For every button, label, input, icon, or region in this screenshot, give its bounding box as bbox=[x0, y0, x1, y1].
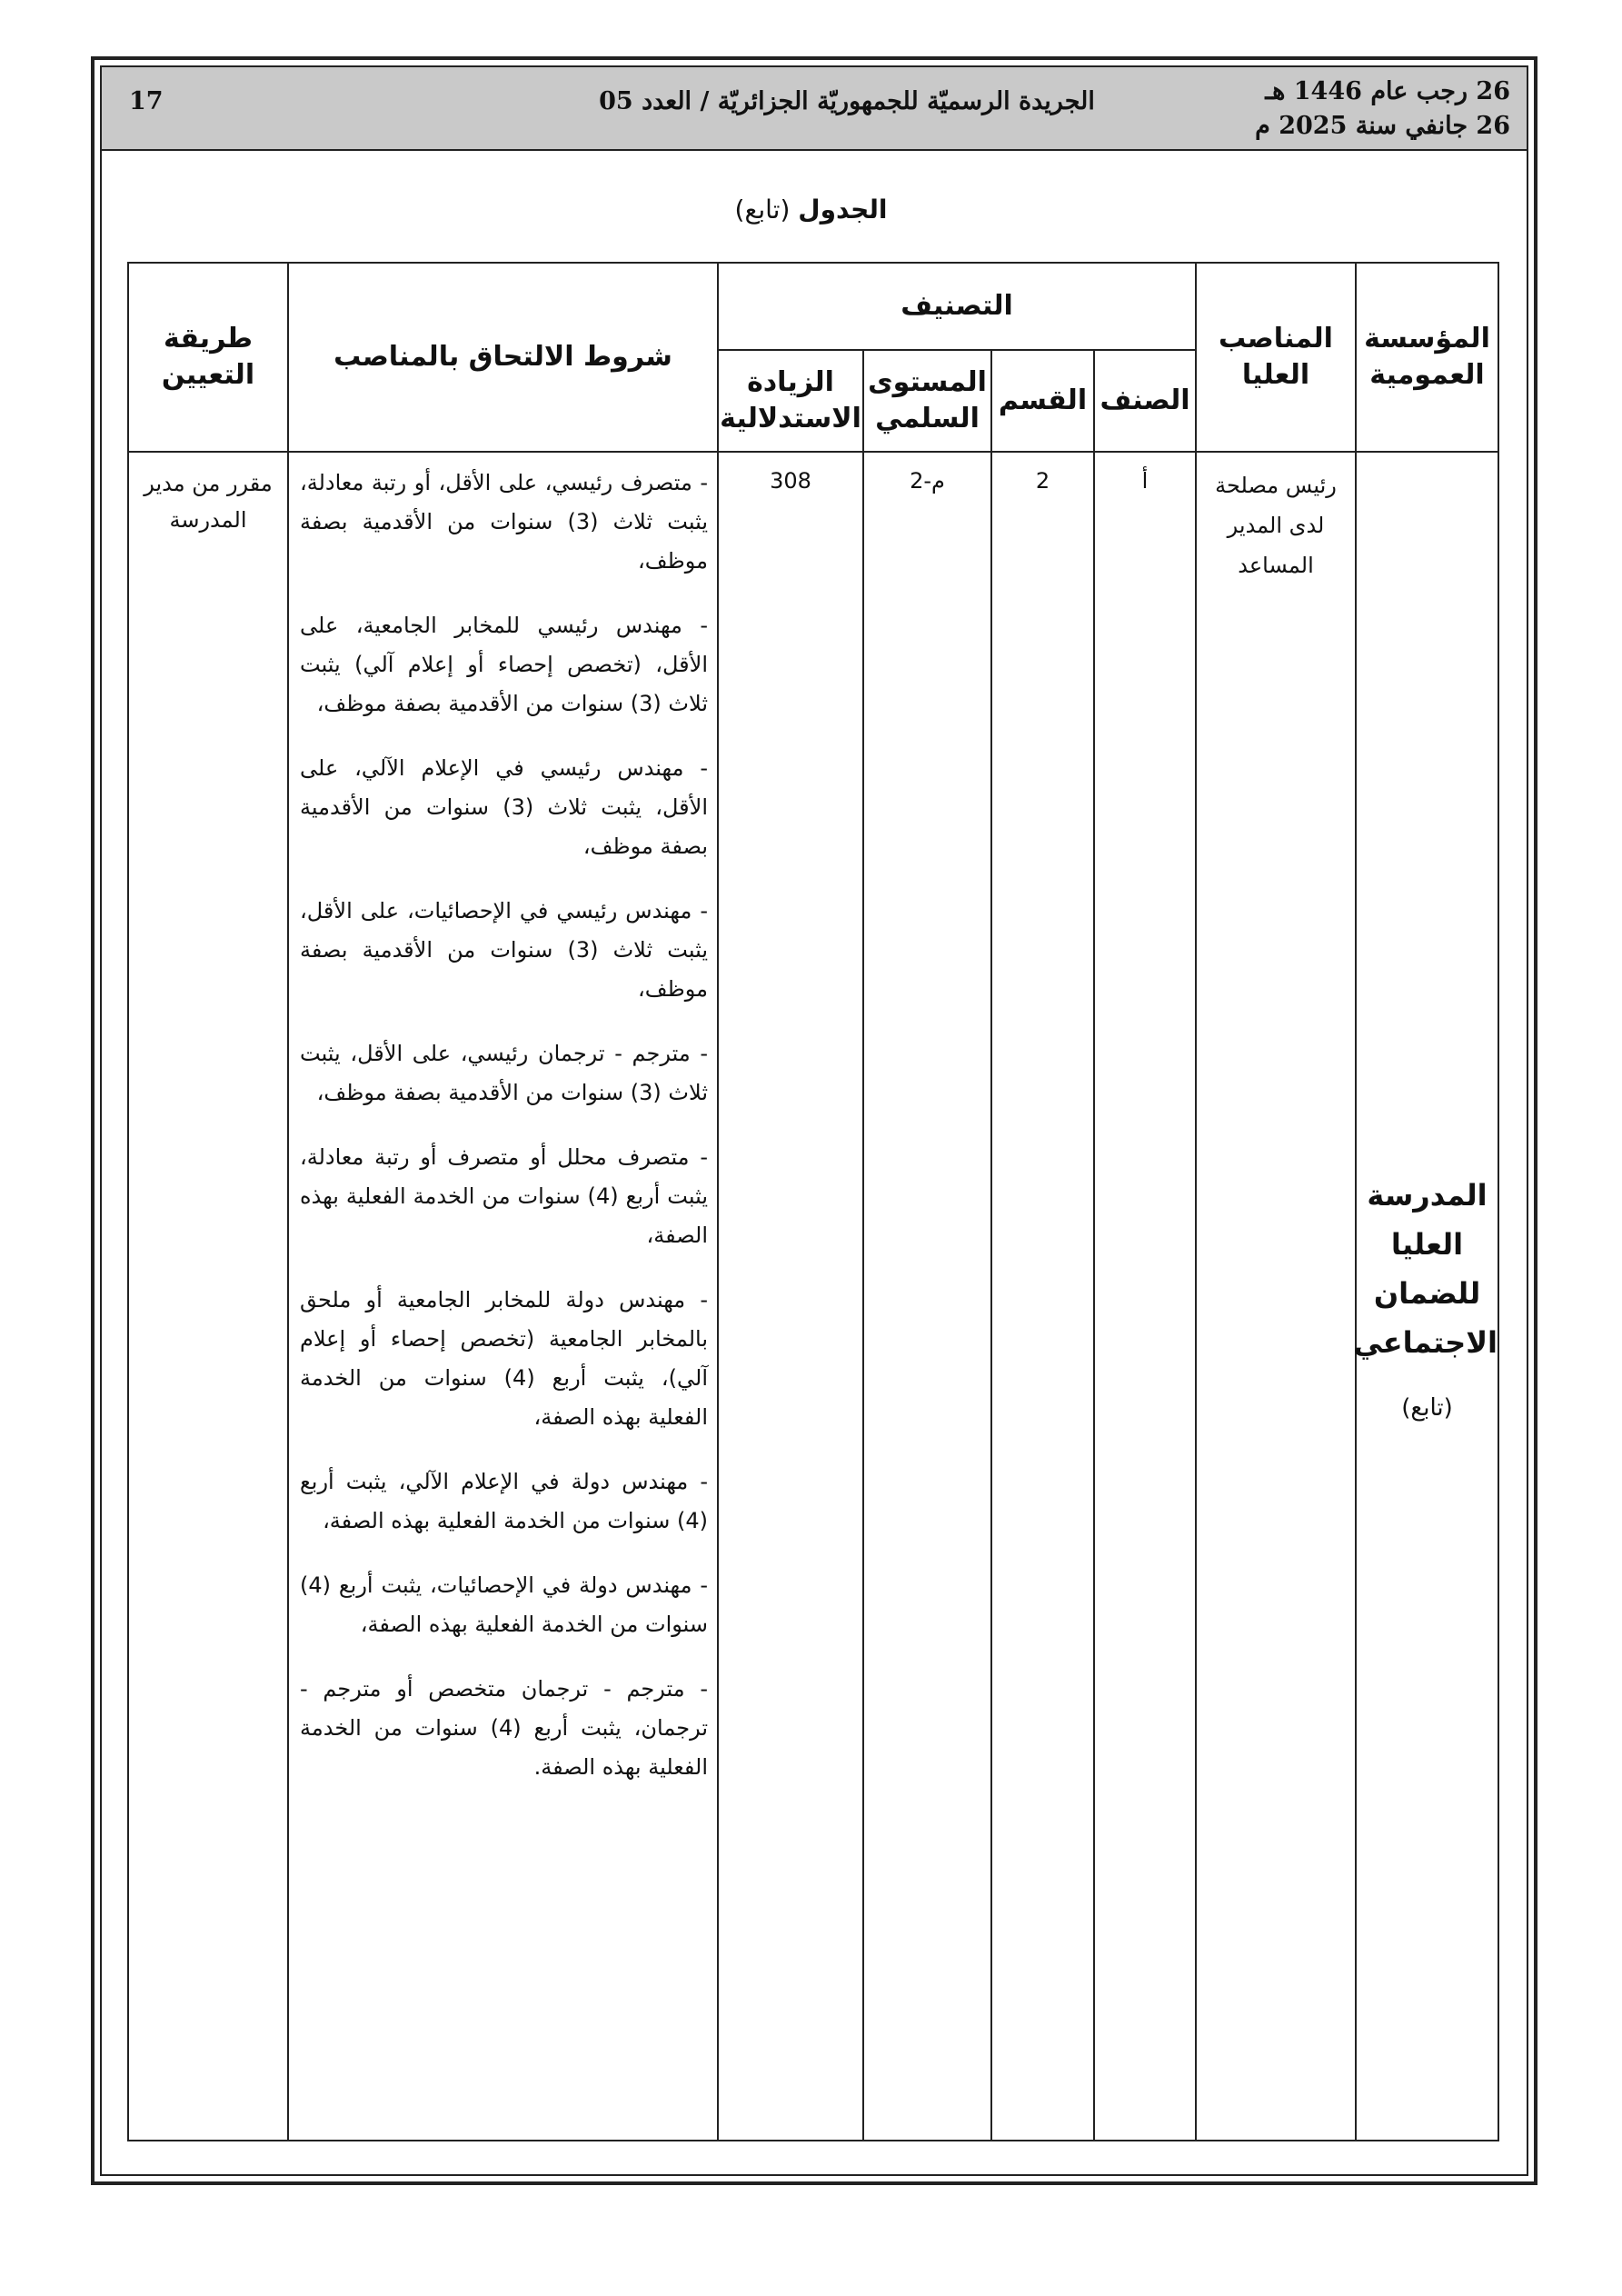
condition-item: - مهندس دولة في الإحصائيات، يثبت أربع (4) سنوات من الخدمة الفعلية بهذه الصفة، bbox=[300, 1572, 708, 1637]
col-posts: المناصب العليا bbox=[1196, 263, 1356, 452]
condition-item: - مهندس دولة للمخابر الجامعية أو ملحق بالمخابر الجامعية (تخصص إحصاء أو إعلام آلي)، يثبت أربع (4) سنوات من الخدمة الفعلية بهذه الصفة، bbox=[300, 1287, 708, 1430]
appointment-cell: مقرر من مدير المدرسة bbox=[128, 452, 288, 2141]
col-category: الصنف bbox=[1094, 350, 1196, 452]
condition-item: - مهندس دولة في الإعلام الآلي، يثبت أربع (4) سنوات من الخدمة الفعلية بهذه الصفة، bbox=[300, 1469, 708, 1533]
institution-name: المدرسة العليا للضمان الاجتماعي bbox=[1353, 1178, 1498, 1360]
condition-item: - متصرف محلل أو متصرف أو رتبة معادلة، يثبت أربع (4) سنوات من الخدمة الفعلية بهذه الصفة، bbox=[300, 1144, 709, 1248]
page-number: 17 bbox=[129, 87, 164, 115]
condition-item: - مهندس رئيسي في الإعلام الآلي، على الأقل، يثبت ثلاث (3) سنوات من الأقدمية بصفة موظف، bbox=[300, 755, 709, 859]
date-gregorian: 26 جانفي سنة 2025 م bbox=[1255, 112, 1510, 140]
index-cell: 308 bbox=[718, 452, 863, 2141]
condition-item: - متصرف رئيسي، على الأقل، أو رتبة معادلة، يثبت ثلاث (3) سنوات من الأقدمية بصفة موظف، bbox=[300, 470, 708, 574]
table-caption bbox=[0, 195, 1622, 225]
col-level: المستوى السلمي bbox=[863, 350, 991, 452]
col-section: القسم bbox=[991, 350, 1094, 452]
date-hijri: 26 رجب عام 1446 هـ bbox=[1265, 77, 1510, 105]
condition-item: - مهندس رئيسي في الإحصائيات، على الأقل، يثبت ثلاث (3) سنوات من الأقدمية بصفة موظف، bbox=[300, 898, 708, 1002]
table-row bbox=[128, 452, 1498, 2141]
institution-continuation: (تابع) bbox=[1401, 1394, 1453, 1422]
institution-cell bbox=[1353, 452, 1498, 2141]
condition-item: - مترجم - ترجمان متخصص أو مترجم - ترجمان، يثبت أربع (4) سنوات من الخدمة الفعلية بهذه الصفة. bbox=[300, 1676, 708, 1780]
gazette-header bbox=[102, 67, 1527, 151]
caption-continuation: (تابع) bbox=[734, 195, 791, 225]
col-conditions: شروط الالتحاق بالمناصب bbox=[288, 263, 718, 452]
col-classification: التصنيف bbox=[718, 263, 1196, 350]
col-institution: المؤسسة العمومية bbox=[1356, 263, 1498, 452]
post-cell: رئيس مصلحة لدى المدير المساعد bbox=[1196, 452, 1356, 2141]
condition-item: - مترجم - ترجمان رئيسي، على الأقل، يثبت ثلاث (3) سنوات من الأقدمية بصفة موظف، bbox=[300, 1041, 708, 1105]
col-appointment: طريقة التعيين bbox=[128, 263, 288, 452]
section-cell: 2 bbox=[991, 452, 1094, 2141]
category-cell: أ bbox=[1094, 452, 1196, 2141]
header-dates bbox=[1255, 75, 1510, 144]
level-cell: م-2 bbox=[863, 452, 991, 2141]
positions-table bbox=[127, 262, 1499, 2141]
condition-item: - مهندس رئيسي للمخابر الجامعية، على الأقل، (تخصص إحصاء أو إعلام آلي) يثبت ثلاث (3) سنوات من الأقدمية بصفة موظف، bbox=[300, 613, 708, 716]
conditions-cell bbox=[288, 452, 718, 2141]
gazette-title: الجريدة الرسميّة للجمهوريّة الجزائريّة / العدد 05 bbox=[599, 87, 1095, 115]
caption-title: الجدول bbox=[798, 195, 888, 225]
col-index: الزيادة الاستدلالية bbox=[718, 350, 863, 452]
